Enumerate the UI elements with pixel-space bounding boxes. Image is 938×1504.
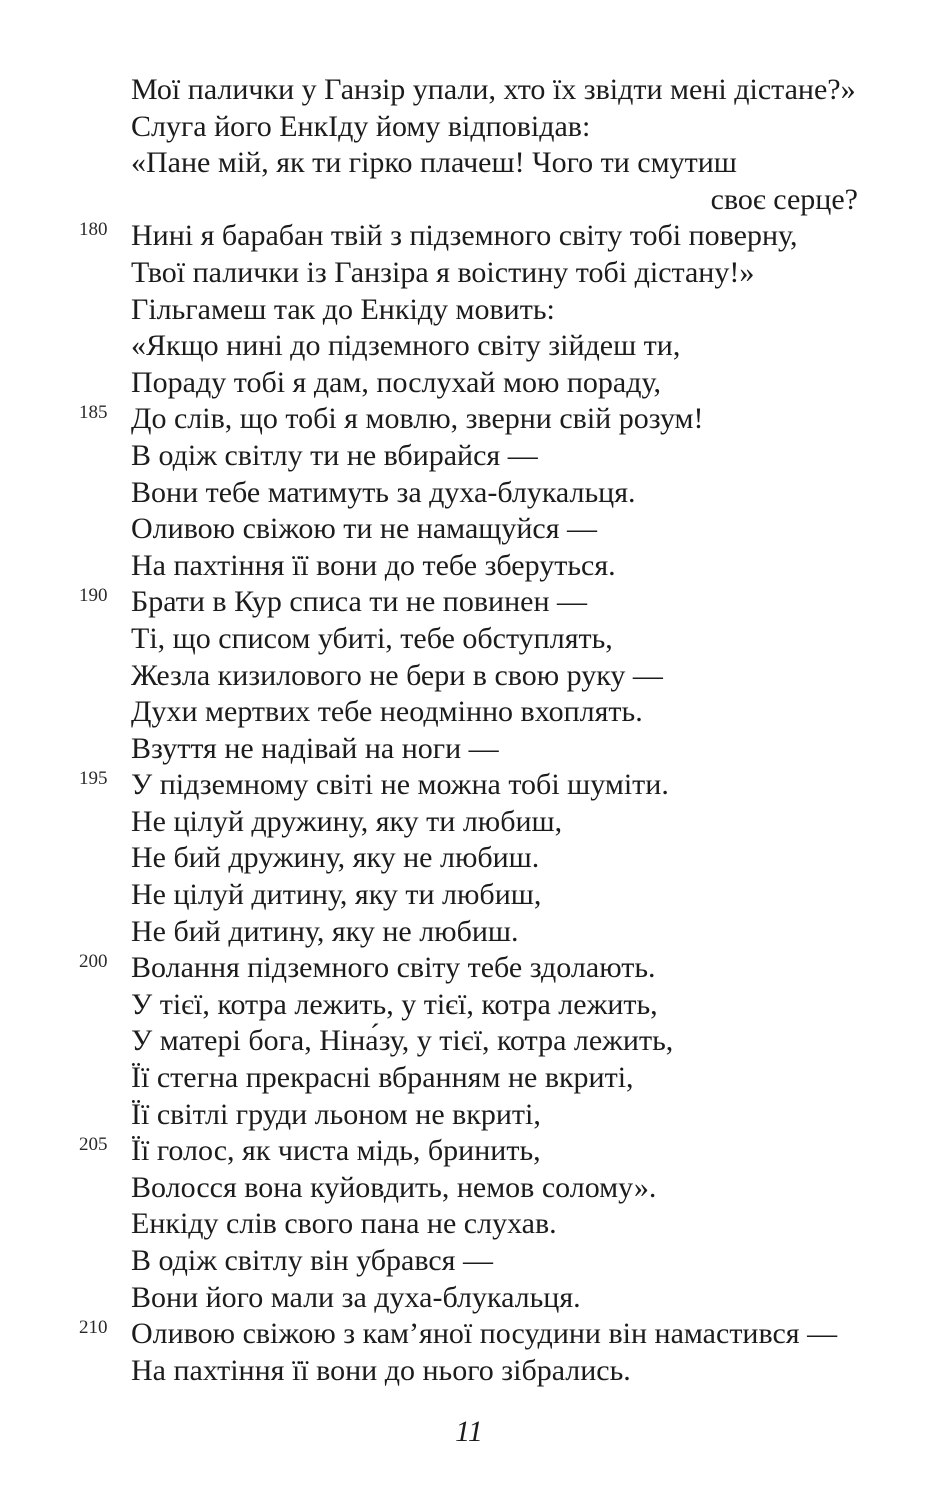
line-number: 210 [79, 1317, 108, 1339]
verse-text: Духи мертвих тебе неодмінно вхоплять. [131, 695, 643, 729]
verse-text: Вони тебе матимуть за духа-блукальця. [131, 475, 636, 509]
poem-line [0, 109, 938, 146]
poem-line [0, 292, 938, 329]
poem-line [0, 1316, 938, 1353]
poem-line [0, 584, 938, 621]
verse-text: Не цілуй дружину, яку ти любиш, [131, 804, 563, 838]
poem-line [0, 72, 938, 109]
poem-line [0, 548, 938, 585]
poem-line [0, 1353, 938, 1390]
poem-line [0, 365, 938, 402]
poem-line [0, 1060, 938, 1097]
poem-line [0, 950, 938, 987]
poem-line [0, 1133, 938, 1170]
verse-text: Не бий дружину, яку не любиш. [131, 841, 540, 875]
poem-line [0, 328, 938, 365]
verse-text: Її стегна прекрасні вбранням не вкриті, [131, 1061, 634, 1095]
line-number: 205 [79, 1134, 108, 1156]
verse-text: Її світлі груди льоном не вкриті, [131, 1097, 541, 1131]
verse-text: Не бий дитину, яку не любиш. [131, 914, 519, 948]
poem-line [0, 182, 938, 219]
poem-line [0, 1097, 938, 1134]
line-number: 200 [79, 951, 108, 973]
line-number: 185 [79, 402, 108, 424]
verse-text: Оливою свіжою ти не намащуйся — [131, 512, 598, 546]
poem-line [0, 1023, 938, 1060]
verse-text: До слів, що тобі я мовлю, зверни свій розум! [131, 402, 704, 436]
verse-text: Волосся вона куйовдить, немов солому». [131, 1170, 657, 1204]
poem-line [0, 218, 938, 255]
poem-line [0, 401, 938, 438]
verse-text: Взуття не надівай на ноги — [131, 731, 499, 765]
page-number: 11 [455, 1415, 483, 1448]
poem-line [0, 658, 938, 695]
poem-line [0, 767, 938, 804]
verse-text: Волання підземного світу тебе здолають. [131, 951, 656, 985]
verse-text: Слуга його ЕнкІду йому відповідав: [131, 109, 591, 143]
verse-text: Твої палички із Ганзіра я воістину тобі дістану!» [131, 255, 755, 289]
verse-text: У підземному світі не можна тобі шуміти. [131, 768, 669, 802]
poem-line [0, 731, 938, 768]
verse-text: «Якщо нині до підземного світу зійдеш ти, [131, 329, 681, 363]
verse-text: Її голос, як чиста мідь, бринить, [131, 1134, 541, 1168]
verse-text: У тієї, котра лежить, у тієї, котра лежить, [131, 987, 658, 1021]
poem-line [0, 877, 938, 914]
verse-text: Пораду тобі я дам, послухай мою пораду, [131, 365, 662, 399]
poem-line [0, 840, 938, 877]
poem-line [0, 694, 938, 731]
verse-text: Гільгамеш так до Енкіду мовить: [131, 292, 555, 326]
line-number: 180 [79, 219, 108, 241]
verse-text: В одіж світлу він убрався — [131, 1244, 493, 1277]
verse-text: Мої палички у Ганзір упали, хто їх звідти мені дістане?» [131, 73, 856, 106]
verse-text: Енкіду слів свого пана не слухав. [131, 1207, 557, 1241]
poem-line [0, 475, 938, 512]
poem-line [0, 621, 938, 658]
verse-text: своє серце? [710, 182, 858, 216]
verse-text: Нині я барабан твій з підземного світу тобі поверну, [131, 219, 798, 253]
poem-line [0, 1243, 938, 1280]
poem-line [0, 145, 938, 182]
poem-line [0, 804, 938, 841]
verse-text: Не цілуй дитину, яку ти любиш, [131, 878, 542, 912]
verse-text: «Пане мій, як ти гірко плачеш! Чого ти смутиш [131, 146, 737, 180]
verse-text: Оливою свіжою з кам’яної посудини він намастився — [131, 1317, 838, 1351]
poem-line [0, 1170, 938, 1207]
poem-line [0, 987, 938, 1024]
poem-line [0, 438, 938, 475]
verse-text: У матері бога, Ніна́зу, у тієї, котра лежить, [131, 1024, 674, 1058]
verse-text: Брати в Кур списа ти не повинен — [131, 585, 588, 619]
poem-line [0, 914, 938, 951]
poem-line [0, 255, 938, 292]
verse-text: На пахтіння її вони до нього зібрались. [131, 1353, 631, 1387]
line-number: 195 [79, 768, 108, 790]
poem-line [0, 511, 938, 548]
verse-text: Ті, що списом убиті, тебе обступлять, [131, 621, 613, 655]
poem-line [0, 1206, 938, 1243]
poem-line [0, 1280, 938, 1317]
verse-text: На пахтіння її вони до тебе зберуться. [131, 548, 616, 582]
verse-text: Вони його мали за духа-блукальця. [131, 1280, 581, 1314]
poem-text [0, 72, 938, 1389]
verse-text: Жезла кизилового не бери в свою руку — [131, 658, 663, 692]
line-number: 190 [79, 585, 108, 607]
verse-text: В одіж світлу ти не вбирайся — [131, 438, 538, 472]
